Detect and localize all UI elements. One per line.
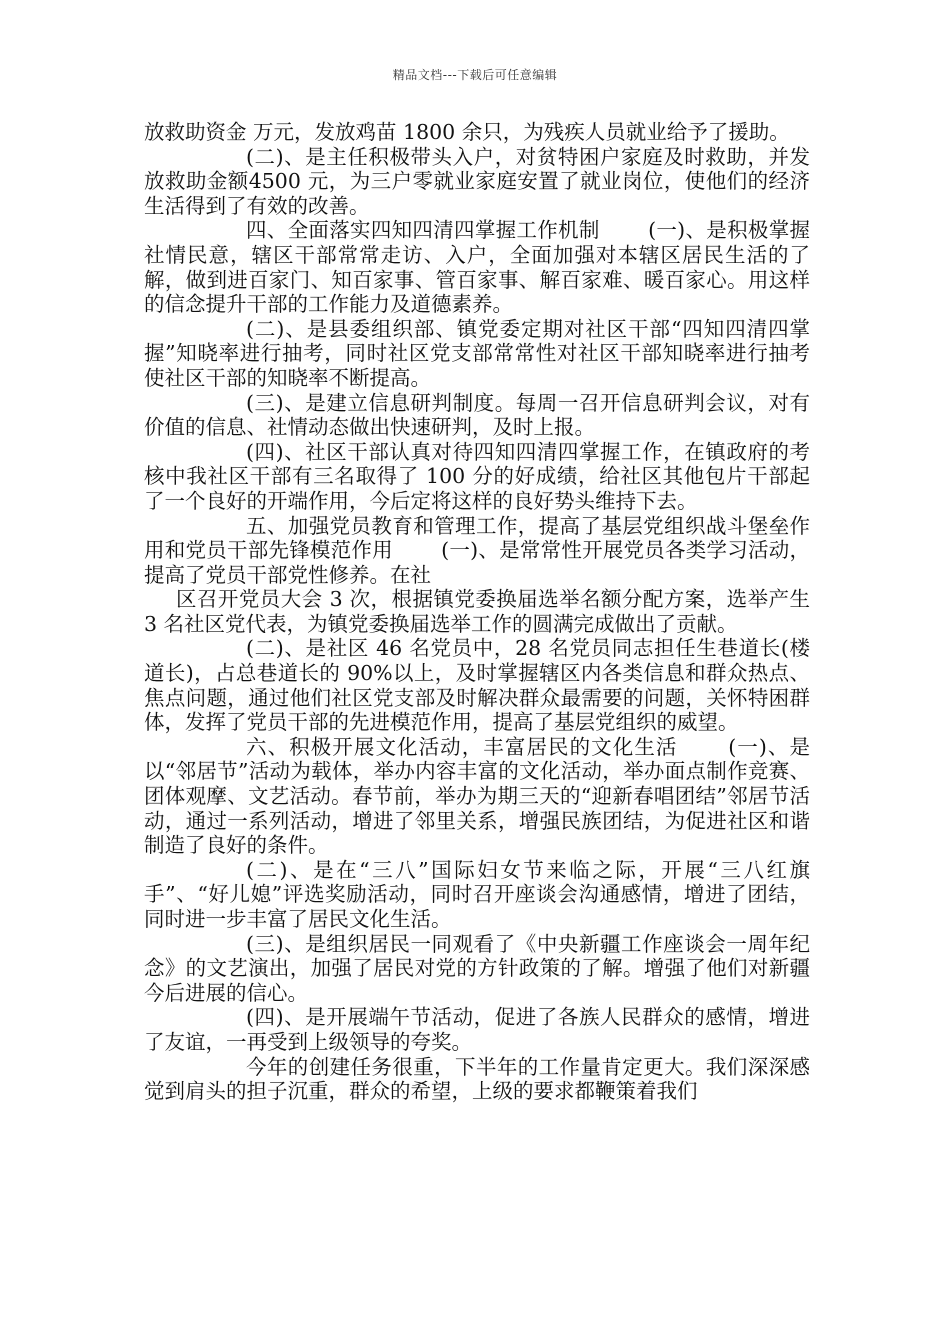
paragraph-1: 放救助资金 万元，发放鸡苗 1800 余只，为残疾人员就业给予了援助。 bbox=[144, 120, 790, 144]
paragraph-5: (三)、是建立信息研判制度。每周一召开信息研判会议，对有价值的信息、社情动态做出快速研判，及时上报。 bbox=[144, 390, 810, 440]
paragraph-11: (二)、是在“三八”国际妇女节来临之际，开展“三八红旗手”、“好儿媳”评选奖励活动，同时召开座谈会沟通感情，增进了团结，同时进一步丰富了居民文化生活。 bbox=[144, 857, 810, 931]
paragraph-8: 区召开党员大会 3 次，根据镇党委换届选举名额分配方案，选举产生 3 名社区党代表，为镇党委换届选举工作的圆满完成做出了贡献。 bbox=[144, 587, 810, 636]
paragraph-12: (三)、是组织居民一同观看了《中央新疆工作座谈会一周年纪念》的文艺演出，加强了居民对党的方针政策的了解。增强了他们对新疆今后进展的信心。 bbox=[144, 931, 810, 1005]
paragraph-13: (四)、是开展端午节活动，促进了各族人民群众的感情，增进了友谊，一再受到上级领导的夸奖。 bbox=[144, 1005, 810, 1054]
page-header: 精品文档---下载后可任意编辑 bbox=[392, 68, 558, 82]
paragraph-6: (四)、社区干部认真对待四知四清四掌握工作，在镇政府的考核中我社区干部有三名取得了 100 分的好成绩，给社区其他包片干部起了一个良好的开端作用，今后定将这样的良好势头维持下去。 bbox=[144, 439, 810, 513]
paragraph-14: 今年的创建任务很重，下半年的工作量肯定更大。我们深深感觉到肩头的担子沉重，群众的希望，上级的要求都鞭策着我们 bbox=[144, 1054, 810, 1104]
paragraph-9: (二)、是社区 46 名党员中，28 名党员同志担任生巷道长(楼道长)，占总巷道长的 90%以上，及时掌握辖区内各类信息和群众热点、焦点问题，通过他们社区党支部及时解决群众最需要的问题，关怀特困群体，发挥了党员干部的先进模范作用，提高了基层党组织的威望。 bbox=[144, 636, 810, 735]
paragraph-7: 五、加强党员教育和管理工作，提高了基层党组织战斗堡垒作用和党员干部先锋模范作用 (一)、是常常性开展党员各类学习活动，提高了党员干部党性修养。在社 bbox=[144, 513, 810, 587]
paragraph-2: (二)、是主任积极带头入户，对贫特困户家庭及时救助，并发放救助金额4500 元，为三户零就业家庭安置了就业岗位，使他们的经济生活得到了有效的改善。 bbox=[144, 144, 810, 218]
paragraph-3: 四、全面落实四知四清四掌握工作机制 (一)、是积极掌握社情民意，辖区干部常常走访、入户，全面加强对本辖区居民生活的了解，做到进百家门、知百家事、管百家事、解百家难、暖百家心。用这样的信念提升干部的工作能力及道德素养。 bbox=[144, 218, 810, 317]
document-body bbox=[144, 120, 810, 1104]
paragraph-4: (二)、是县委组织部、镇党委定期对社区干部“四知四清四掌握”知晓率进行抽考，同时社区党支部常常性对社区干部知晓率进行抽考使社区干部的知晓率不断提高。 bbox=[144, 316, 810, 390]
paragraph-10: 六、积极开展文化活动，丰富居民的文化生活 (一)、是以“邻居节”活动为载体，举办内容丰富的文化活动，举办面点制作竞赛、团体观摩、文艺活动。春节前，举办为期三天的“迎新春唱团结”邻居节活动，通过一系列活动，增进了邻里关系，增强民族团结，为促进社区和谐制造了良好的条件。 bbox=[144, 734, 810, 858]
